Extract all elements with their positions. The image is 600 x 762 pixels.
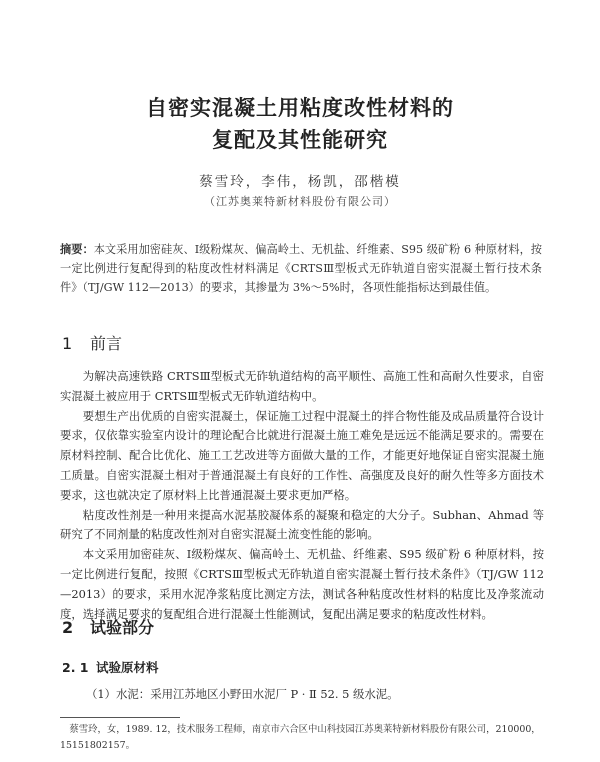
paragraph: 粘度改性剂是一种用来提高水泥基胶凝体系的凝聚和稳定的大分子。Subhan、Ahmad 等研究了不同剂量的粘度改性剂对自密实混凝土流变性能的影响。 bbox=[60, 507, 544, 542]
subsection-number: 2. 1 bbox=[62, 660, 89, 675]
author-footnote: 蔡雪玲，女，1989. 12，技术服务工程师，南京市六合区中山科技园江苏奥莱特新材料股份有限公司，210000，15151802157。 bbox=[60, 724, 541, 751]
material-item-cement: （1）水泥：采用江苏地区小野田水泥厂 P · Ⅱ 52. 5 级水泥。 bbox=[86, 687, 399, 701]
section-1-heading bbox=[62, 331, 122, 354]
subsection-title: 试验原材料 bbox=[96, 660, 159, 675]
section-1-body bbox=[60, 367, 544, 624]
subsection-2-1-heading bbox=[62, 658, 159, 676]
paper-title-line1: 自密实混凝土用粘度改性材料的 bbox=[146, 96, 454, 120]
paragraph: 本文采用加密硅灰、Ⅰ级粉煤灰、偏高岭土、无机盐、纤维素、S95 级矿粉 6 种原材料，按一定比例进行复配，按照《CRTSⅢ型板式无砟轨道自密实混凝土暂行技术条件》（TJ/GW 112—2013）的要求，采用水泥净浆粘度比测定方法，测试各种粘度改性材料的粘度比及净浆流动度，选择满足要求的复配组合进行混凝土性能测试，复配出满足要求的粘度改性材料。 bbox=[60, 547, 544, 621]
abstract-text: 本文采用加密硅灰、Ⅰ级粉煤灰、偏高岭土、无机盐、纤维素、S95 级矿粉 6 种原材料，按一定比例进行复配得到的粘度改性材料满足《CRTSⅢ型板式无砟轨道自密实混凝土暂行技术条件》（TJ/GW 112—2013）的要求，其掺量为 3%～5%时，各项性能指标达到最佳值。 bbox=[60, 243, 542, 294]
abstract-label: 摘要： bbox=[60, 243, 94, 256]
section-2-heading bbox=[62, 615, 154, 638]
paragraph: 要想生产出优质的自密实混凝土，保证施工过程中混凝土的拌合物性能及成品质量符合设计要求，仅依靠实验室内设计的理论配合比就进行混凝土施工难免是远远不能满足要求的。需要在原材料控制、配合比优化、施工工艺改进等方面做大量的工作，才能更好地保证自密实混凝土施工质量。自密实混凝土相对于普通混凝土有良好的工作性、高强度及良好的耐久性等多方面技术要求，这也就决定了原材料上比普通混凝土要求更加严格。 bbox=[60, 408, 544, 502]
section-number: 1 bbox=[62, 334, 73, 353]
section-title: 试验部分 bbox=[90, 618, 155, 637]
paper-title-line2: 复配及其性能研究 bbox=[212, 128, 388, 152]
abstract bbox=[60, 240, 542, 297]
section-title: 前言 bbox=[90, 334, 123, 353]
affiliation: （江苏奥莱特新材料股份有限公司） bbox=[204, 195, 396, 208]
paragraph: 为解决高速铁路 CRTSⅢ型板式无砟轨道结构的高平顺性、高施工性和高耐久性要求，自密实混凝土被应用于 CRTSⅢ型板式无砟轨道结构中。 bbox=[60, 369, 544, 403]
footnote-divider bbox=[60, 717, 180, 718]
section-number: 2 bbox=[62, 618, 74, 637]
author-list: 蔡雪玲，李伟，杨凯，邵楷模 bbox=[199, 174, 401, 190]
